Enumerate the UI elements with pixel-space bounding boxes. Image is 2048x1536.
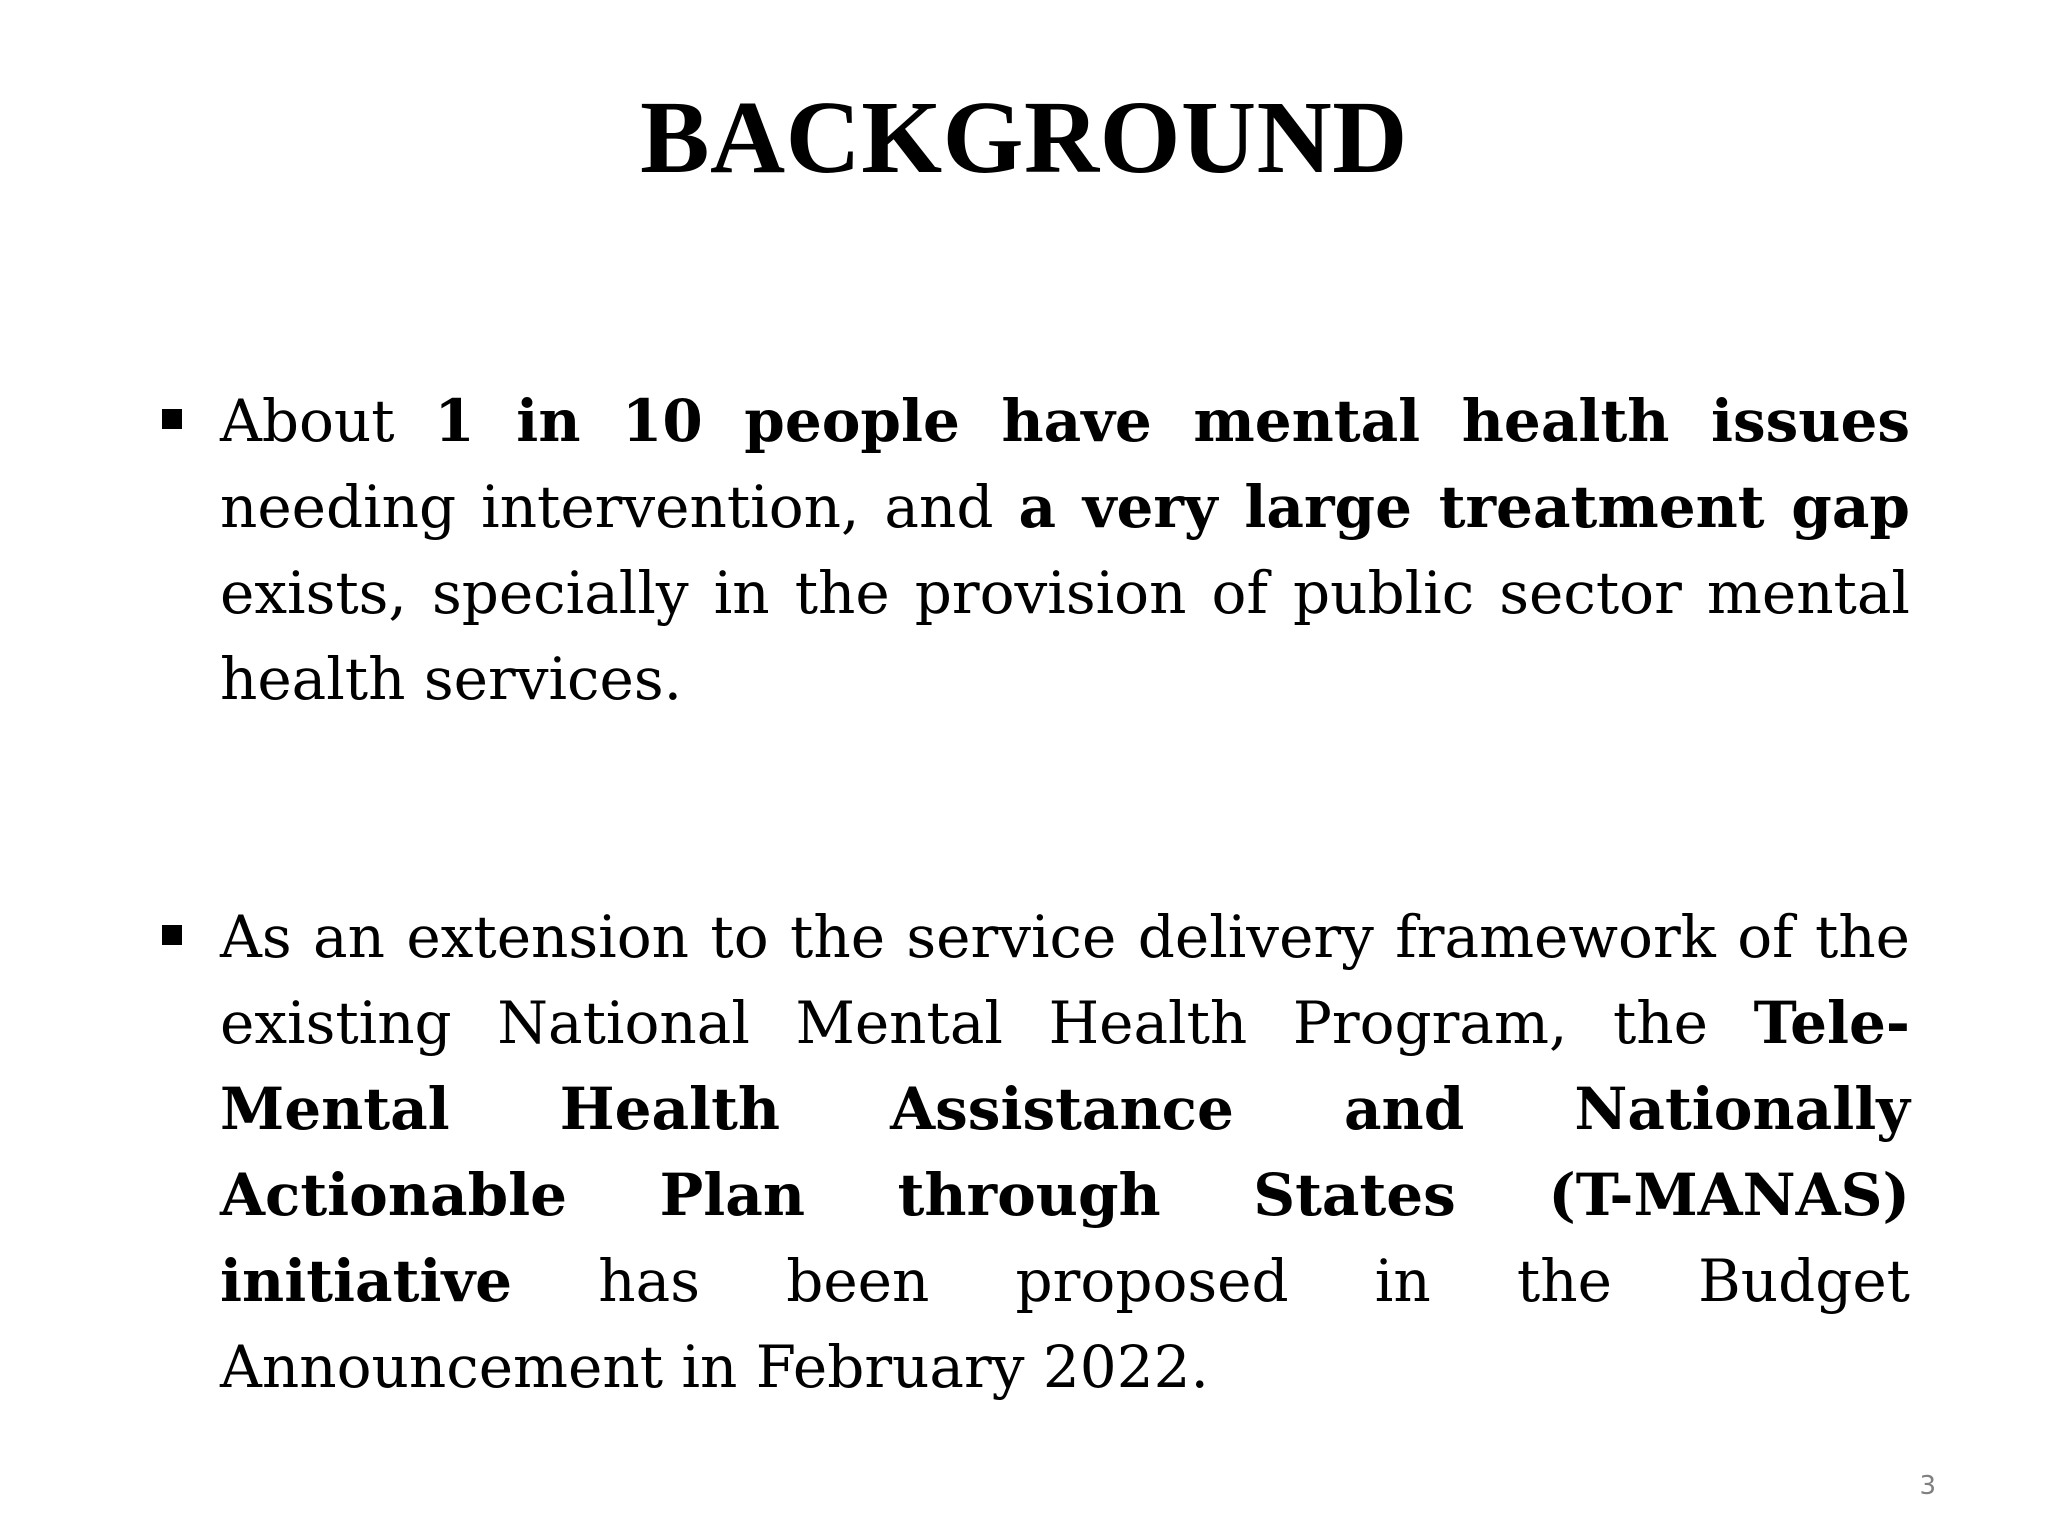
square-bullet-icon xyxy=(162,409,182,429)
bullet-text-segment: As an extension to the service delivery framework of the existing National Mental Health Program, the xyxy=(220,903,1910,1057)
page-number: 3 xyxy=(1919,1471,1936,1501)
square-bullet-icon xyxy=(162,925,182,945)
bullet-text xyxy=(220,387,1910,713)
bullet-text-emphasis: Tele-Mental Health Assistance and Nationally Actionable Plan through States (T-MANAS) initiative xyxy=(220,989,1910,1315)
bullet-text-segment: has been proposed in the Budget Announcement in February 2022. xyxy=(220,1247,1910,1401)
bullet-text-segment: exists, specially in the provision of public sector mental health services. xyxy=(220,559,1910,713)
bullet-text-segment: needing intervention, and xyxy=(220,473,1019,541)
bullet-item xyxy=(220,378,1910,722)
slide-title: BACKGROUND xyxy=(640,80,1408,195)
bullet-text-segment: About xyxy=(220,387,435,455)
bullet-text xyxy=(220,903,1910,1401)
bullet-item xyxy=(220,894,1910,1410)
bullet-text-emphasis: 1 in 10 people have mental health issues xyxy=(434,387,1911,455)
bullet-text-emphasis: a very large treatment gap xyxy=(1018,473,1910,541)
